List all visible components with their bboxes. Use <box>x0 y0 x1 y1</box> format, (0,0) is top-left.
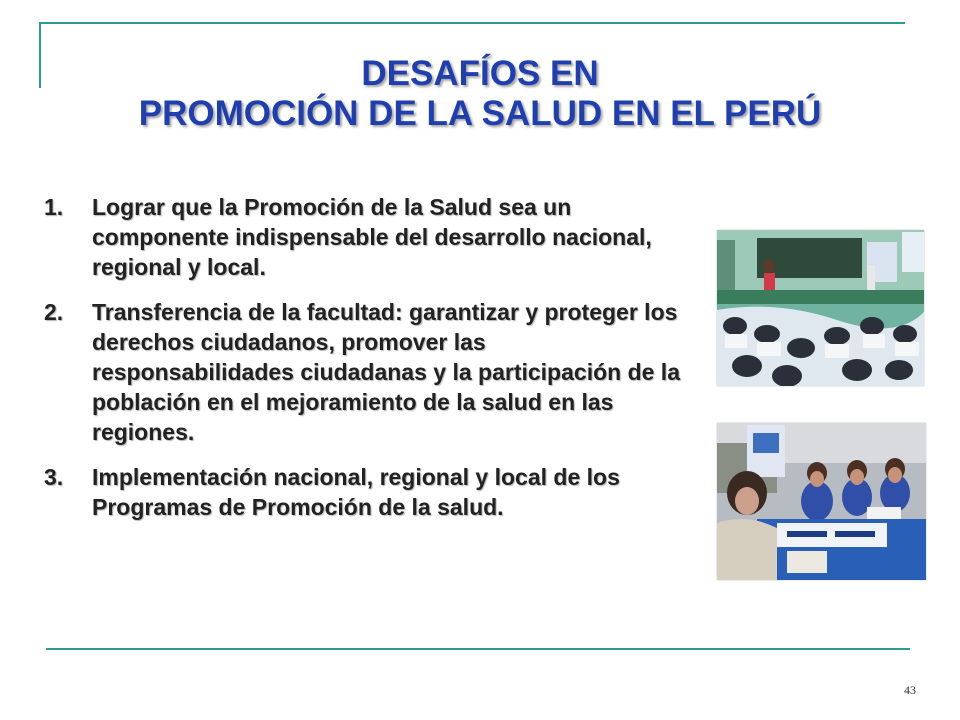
list-item <box>44 297 684 447</box>
title-line-1: DESAFÍOS EN <box>361 54 599 93</box>
slide-title <box>0 54 960 134</box>
bottom-horizontal-rule <box>46 648 910 650</box>
list-item <box>44 462 684 522</box>
item-text: Transferencia de la facultad: garantizar y proteger los derechos ciudadanos, promover las responsabilidades ciudadanas y la participación de la población en el mejoramiento de la salud en las regiones. <box>92 299 680 445</box>
health-fair-photo <box>717 423 926 580</box>
classroom-photo <box>717 230 924 386</box>
item-text: Implementación nacional, regional y local de los Programas de Promoción de la salud. <box>92 464 620 520</box>
challenges-list <box>44 192 684 537</box>
top-horizontal-rule <box>39 22 905 24</box>
item-number: 2. <box>44 299 64 325</box>
item-number: 1. <box>44 194 64 220</box>
title-line-2: PROMOCIÓN DE LA SALUD EN EL PERÚ <box>138 94 822 133</box>
item-number: 3. <box>44 464 64 490</box>
item-text: Lograr que la Promoción de la Salud sea un componente indispensable del desarrollo nacional, regional y local. <box>92 194 652 280</box>
list-item <box>44 192 684 282</box>
page-number: 43 <box>904 683 916 697</box>
